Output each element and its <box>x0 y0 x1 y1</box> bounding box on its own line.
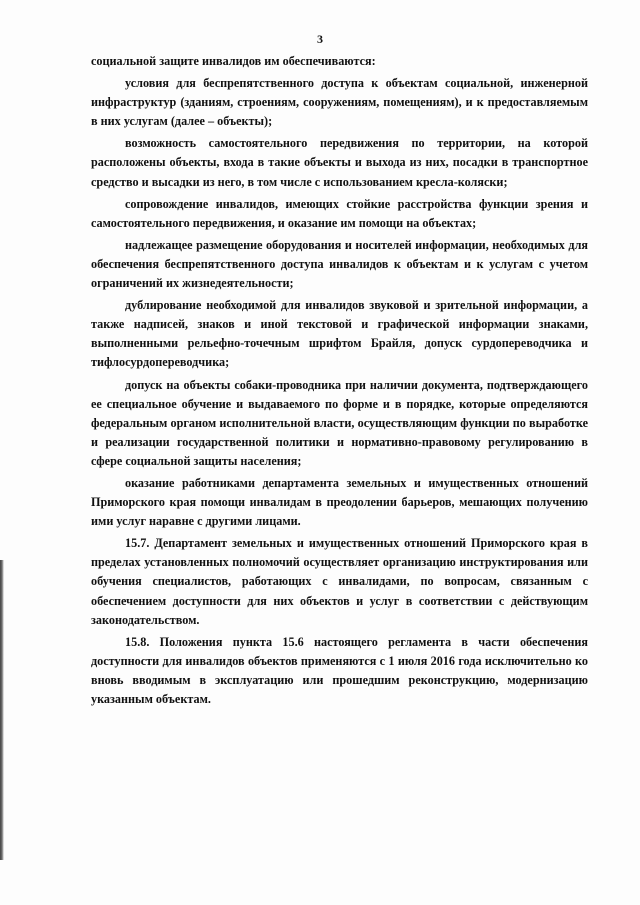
paragraph-continuation: социальной защите инвалидов им обеспечиваются: <box>91 54 376 68</box>
scan-edge-shadow <box>0 560 4 860</box>
paragraph-section-15-8: 15.8. Положения пункта 15.6 настоящего регламента в части обеспечения доступности для инвалидов объектов применяются с 1 июля 2016 года исключительно ко вновь вводимым в эксплуатацию или прошедшим реконструкцию, модернизацию указанным объектам. <box>91 634 588 706</box>
document-body <box>91 52 588 709</box>
paragraph-equipment-placement: надлежащее размещение оборудования и носителей информации, необходимых для обеспечения беспрепятственного доступа инвалидов к объектам и к услугам с учетом ограничений их жизнедеятельности; <box>91 237 588 291</box>
paragraph-escort: сопровождение инвалидов, имеющих стойкие расстройства функции зрения и самостоятельного передвижения, и оказание им помощи на объектах; <box>91 196 588 230</box>
paragraph-access-conditions: условия для беспрепятственного доступа к объектам социальной, инженерной инфраструктур (зданиям, строениям, сооружениям, помещениям), и к предоставляемым в них услугам (далее – объекты); <box>91 76 588 129</box>
page-number: 3 <box>317 32 323 46</box>
paragraph-guide-dog: допуск на объекты собаки-проводника при наличии документа, подтверждающего ее специальное обучение и выдаваемого по форме и в порядке, которые определяются федеральным органом исполнительной власти, осуществляющим функции по выработке и реализации государственной политики и нормативно-правовому регулированию в сфере социальной защиты населения; <box>91 377 588 468</box>
paragraph-information-duplication: дублирование необходимой для инвалидов звуковой и зрительной информации, а также надписей, знаков и иной текстовой и графической информации знаками, выполненными рельефно-точечным шрифтом Брайля, допуск сурдопереводчика и тифлосурдопереводчика; <box>91 298 588 370</box>
paragraph-staff-assistance: оказание работниками департамента земельных и имущественных отношений Приморского края помощи инвалидам в преодолении барьеров, мешающих получению ими услуг наравне с другими лицами. <box>91 475 588 529</box>
paragraph-movement: возможность самостоятельного передвижения по территории, на которой расположены объекты, входа в такие объекты и выхода из них, посадки в транспортное средство и высадки из него, в том числе с использованием кресла-коляски; <box>91 136 588 189</box>
paragraph-section-15-7: 15.7. Департамент земельных и имущественных отношений Приморского края в пределах установленных полномочий осуществляет организацию инструктирования или обучения специалистов, работающих с инвалидами, по вопросам, связанным с обеспечением доступности для них объектов и услуг в соответствии с действующим законодательством. <box>91 536 588 627</box>
